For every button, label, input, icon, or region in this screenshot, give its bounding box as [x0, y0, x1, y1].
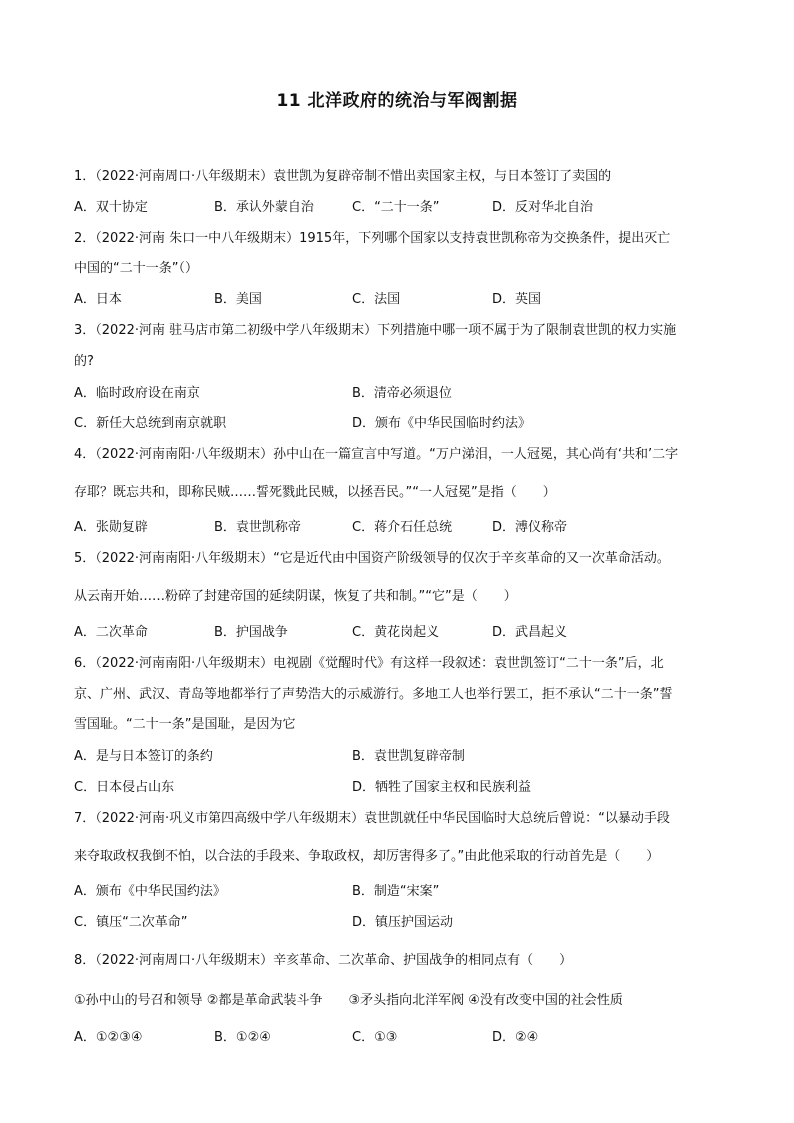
- question-4-option-c: C．蒋介石任总统: [352, 520, 453, 535]
- question-8-option-d: D．②④: [492, 1030, 539, 1045]
- question-7-option-d: D．镇压护国运动: [352, 915, 454, 930]
- question-4-option-d: D．溥仪称帝: [492, 520, 568, 535]
- question-3-stem: 3．（2022·河南 驻马店市第二初级中学八年级期末）下列措施中哪一项不属于为了限制袁世凯的权力实施: [74, 323, 677, 338]
- question-2-stem-cont: 中国的“二十一条”（）: [74, 261, 198, 276]
- question-8-option-a: A．①②③④: [74, 1030, 143, 1045]
- question-3-option-a: A．临时政府设在南京: [74, 386, 200, 401]
- question-4-stem: 4．（2022·河南南阳·八年级期末）孙中山在一篇宣言中写道。“万户涕泪，一人冠冕，其心尚有‘共和’二字: [74, 447, 679, 462]
- question-1-option-a: A．双十协定: [74, 200, 148, 215]
- question-5-stem-cont: 从云南开始……粉碎了封建帝国的延续阴谋，恢复了共和制。”“它”是（ ）: [74, 589, 517, 604]
- question-7-stem: 7．（2022·河南·巩义市第四高级中学八年级期末）袁世凯就任中华民国临时大总统后曾说：“以暴动手段: [74, 811, 670, 826]
- question-8-stem: 8．（2022·河南周口·八年级期末）辛亥革命、二次革命、护国战争的相同点有（ ）: [74, 953, 573, 968]
- page-title: 11 北洋政府的统治与军阀割据: [276, 91, 518, 111]
- question-1-option-c: C．“二十一条”: [352, 200, 440, 215]
- question-8-option-c: C．①③: [352, 1030, 398, 1045]
- question-6-option-b: B．袁世凯复辟帝制: [352, 749, 465, 764]
- question-1-stem: 1．（2022·河南周口·八年级期末）袁世凯为复辟帝制不惜出卖国家主权，与日本签订了卖国的: [74, 169, 612, 184]
- question-5-option-a: A．二次革命: [74, 625, 148, 640]
- question-7-option-c: C．镇压“二次革命”: [74, 915, 188, 930]
- question-7-option-b: B．制造“宋案”: [352, 884, 440, 899]
- question-6-stem-cont-2: 雪国耻。“二十一条”是国耻，是因为它: [74, 717, 296, 732]
- question-5-option-c: C．黄花岗起义: [352, 625, 440, 640]
- question-8-statements: ①孙中山的号召和领导 ②都是革命武装斗争 ③矛头指向北洋军阀 ④没有改变中国的社会性质: [74, 993, 623, 1008]
- question-3-stem-cont: 的?: [74, 354, 94, 369]
- question-6-option-a: A．是与日本签订的条约: [74, 749, 213, 764]
- question-5-option-b: B．护国战争: [214, 625, 288, 640]
- question-3-option-b: B．清帝必须退位: [352, 386, 452, 401]
- question-2-option-b: B．美国: [214, 292, 262, 307]
- question-2-stem: 2．（2022·河南 朱口一中八年级期末）1915年，下列哪个国家以支持袁世凯称帝为交换条件，提出灭亡: [74, 231, 671, 246]
- question-6-option-c: C．日本侵占山东: [74, 780, 175, 795]
- question-8-option-b: B．①②④: [214, 1030, 271, 1045]
- question-4-option-a: A．张勋复辟: [74, 520, 148, 535]
- question-5-option-d: D．武昌起义: [492, 625, 568, 640]
- question-6-option-d: D．牺牲了国家主权和民族利益: [352, 780, 532, 795]
- question-6-stem-cont-1: 京、广州、武汉、青岛等地都举行了声势浩大的示威游行。多地工人也举行罢工，拒不承认“二十一条”誓: [74, 687, 673, 702]
- question-3-option-c: C．新任大总统到南京就职: [74, 416, 227, 431]
- question-1-option-d: D．反对华北自治: [492, 200, 594, 215]
- question-6-stem: 6．（2022·河南南阳·八年级期末）电视剧《觉醒时代》有这样一段叙述：袁世凯签订“二十一条”后，北: [74, 656, 664, 671]
- question-7-option-a: A．颁布《中华民国约法》: [74, 884, 226, 899]
- question-5-stem: 5．（2022·河南南阳·八年级期末）“它是近代由中国资产阶级领导的仅次于辛亥革命的又一次革命活动。: [74, 551, 670, 566]
- question-2-option-d: D．英国: [492, 292, 542, 307]
- question-4-option-b: B．袁世凯称帝: [214, 520, 301, 535]
- question-7-stem-cont: 来夺取政权我倒不怕，以合法的手段来、争取政权，却厉害得多了。”由此他采取的行动首先是（ ）: [74, 849, 660, 864]
- question-2-option-a: A．日本: [74, 292, 122, 307]
- question-1-option-b: B．承认外蒙自治: [214, 200, 314, 215]
- question-3-option-d: D．颁布《中华民国临时约法》: [352, 416, 532, 431]
- question-2-option-c: C．法国: [352, 292, 401, 307]
- question-4-stem-cont: 存耶？既忘共和，即称民贼……誓死戮此民贼，以拯吾民。”“一人冠冕”是指（ ）: [74, 485, 556, 500]
